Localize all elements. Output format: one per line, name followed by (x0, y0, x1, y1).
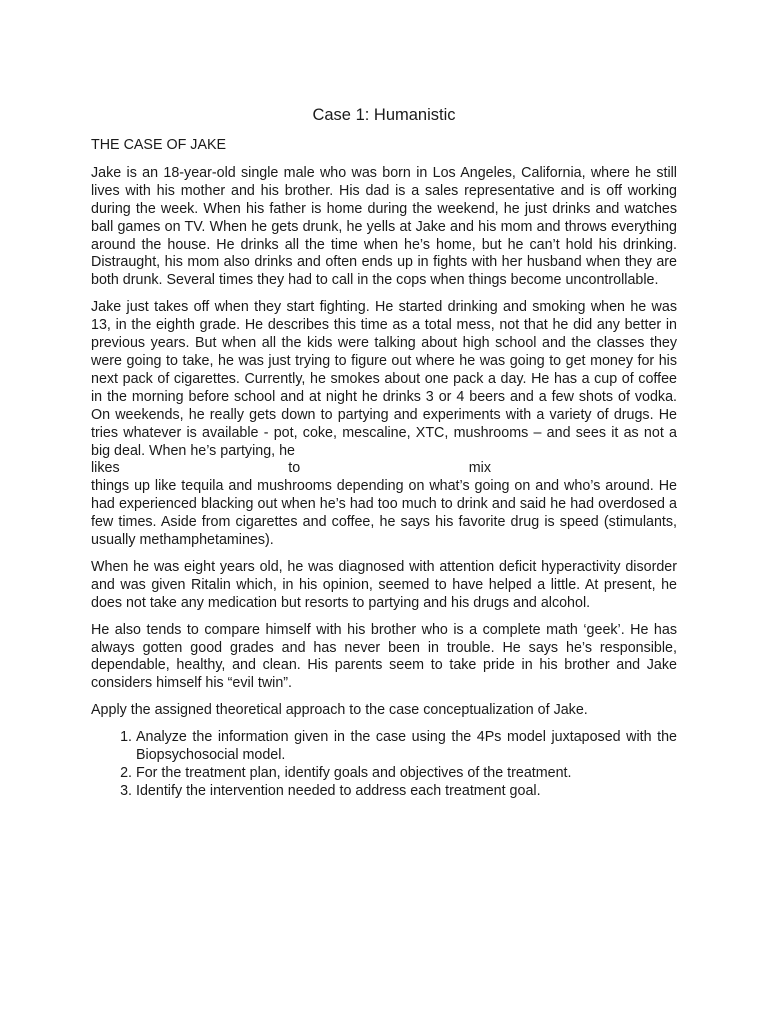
spread-word-likes: likes (91, 460, 120, 477)
case-heading: THE CASE OF JAKE (91, 137, 227, 153)
task-item: 2. For the treatment plan, identify goals and objectives of the treatment. (136, 765, 677, 783)
paragraph-substance-use-main: Jake just takes off when they start fighting. He started drinking and smoking when he was 13, in the eighth grade. He describes this time as a total mess, not that he did any better in previous years. But when all the kids were talking about high school and the classes they were going to take, he was just trying to figure out where he was going to get money for his next pack of cigarettes. Currently, he smokes about one pack a day. He has a cup of coffee in the morning before school and at night he drinks 3 or 4 beers and a few shots of vodka. On weekends, he really gets down to partying and experiments with a variety of drugs. He tries whatever is available - pot, coke, mescaline, XTC, mushrooms – and sees it as not a big deal. When he’s partying, he (91, 299, 677, 459)
paragraph-substance-use (91, 299, 677, 550)
paragraph-brother-comparison: He also tends to compare himself with his brother who is a complete math ‘geek’. He has always gotten good grades and has never been in trouble. He says he’s responsible, dependable, healthy, and clean. His parents seem to take pride in his brother and Jake considers himself his “evil twin”. (91, 621, 677, 692)
task-list (91, 729, 677, 801)
task-item: 1. Analyze the information given in the case using the 4Ps model juxtaposed with the Biopsychosocial model. (136, 729, 677, 765)
paragraph-adhd-history: When he was eight years old, he was diagnosed with attention deficit hyperactivity disorder and was given Ritalin which, in his opinion, seemed to have helped a little. At present, he does not take any medication but resorts to partying and his drugs and alcohol. (91, 558, 677, 611)
spread-word-mix: mix (468, 460, 491, 477)
paragraph-background: Jake is an 18-year-old single male who was born in Los Angeles, California, where he still lives with his mother and his brother. His dad is a sales representative and is off working during the week. When his father is home during the weekend, he just drinks and watches ball games on TV. When he gets drunk, he yells at Jake and his mom and throws everything around the house. He drinks all the time when he’s home, but he can’t hold his drinking. Distraught, his mom also drinks and often ends up in fights with her husband when they are both drunk. Several times they had to call in the cops when things become uncontrollable. (91, 164, 677, 289)
document-title: Case 1: Humanistic (312, 106, 456, 124)
paragraph-substance-use-spread-line (91, 460, 491, 478)
task-item: 3. Identify the intervention needed to address each treatment goal. (136, 783, 677, 801)
instruction-text: Apply the assigned theoretical approach to the case conceptualization of Jake. (91, 702, 588, 719)
spread-word-to: to (288, 460, 301, 477)
document-body (91, 104, 677, 801)
paragraph-substance-use-rest: things up like tequila and mushrooms depending on what’s going on and who’s around. He had experienced blacking out when he’s had too much to drink and said he had overdosed a few times. Aside from cigarettes and coffee, he says his favorite drug is speed (stimulants, usually methamphetamines). (91, 478, 677, 549)
